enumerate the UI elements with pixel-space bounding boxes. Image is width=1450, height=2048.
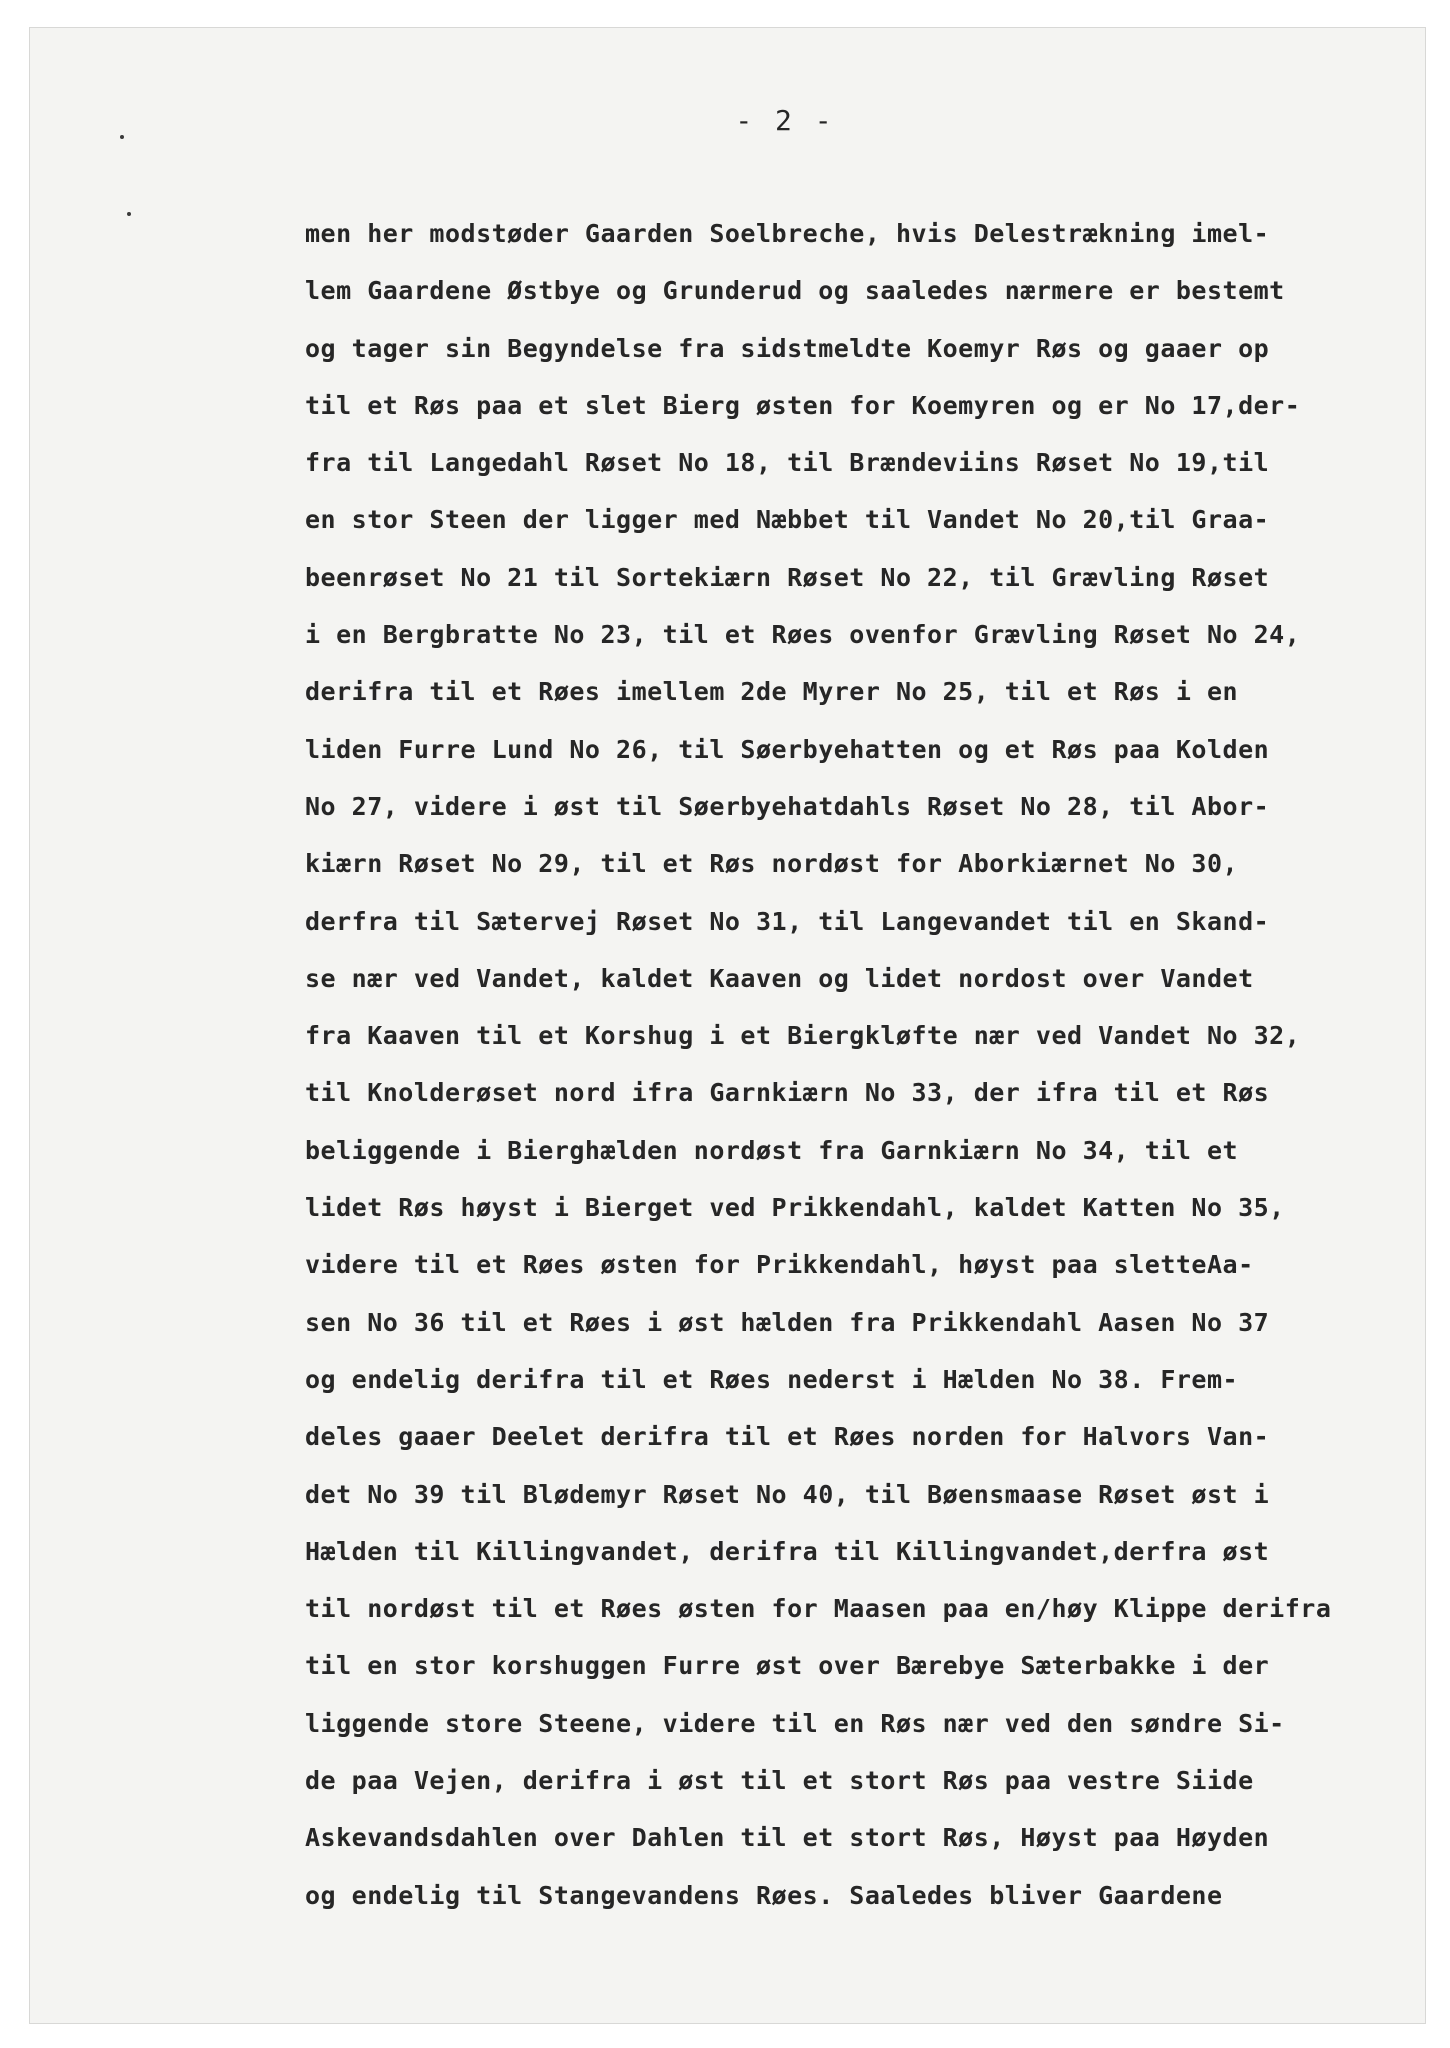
text-line: lidet Røs høyst i Bierget ved Prikkendahl, kaldet Katten No 35, xyxy=(305,1193,1285,1223)
text-line: fra til Langedahl Røset No 18, til Brændeviins Røset No 19,til xyxy=(305,448,1270,478)
text-line: beliggende i Bierghælden nordøst fra Garnkiærn No 34, til et xyxy=(305,1135,1239,1165)
text-line: og endelig til Stangevandens Røes. Saaledes bliver Gaardene xyxy=(305,1880,1223,1910)
margin-mark xyxy=(127,212,131,216)
text-line: i en Bergbratte No 23, til et Røes ovenfor Grævling Røset No 24, xyxy=(305,620,1301,650)
text-line: derfra til Sætervej Røset No 31, til Langevandet til en Skand- xyxy=(305,906,1270,936)
text-line: No 27, videre i øst til Søerbyehatdahls Røset No 28, til Abor- xyxy=(305,791,1270,821)
text-line: kiærn Røset No 29, til et Røs nordøst for Aborkiærnet No 30, xyxy=(305,849,1239,879)
text-line: Hælden til Killingvandet, derifra til Killingvandet,derfra øst xyxy=(305,1536,1270,1566)
text-line: deles gaaer Deelet derifra til et Røes norden for Halvors Van- xyxy=(305,1422,1270,1452)
text-line: til en stor korshuggen Furre øst over Bærebye Sæterbakke i der xyxy=(305,1651,1270,1681)
text-line: og tager sin Begyndelse fra sidstmeldte Koemyr Røs og gaaer op xyxy=(305,333,1270,363)
text-line: en stor Steen der ligger med Næbbet til Vandet No 20,til Graa- xyxy=(305,505,1270,535)
text-line: liden Furre Lund No 26, til Søerbyehatten og et Røs paa Kolden xyxy=(305,734,1270,764)
text-line: til et Røs paa et slet Bierg østen for Koemyren og er No 17,der- xyxy=(305,390,1301,420)
text-line: men her modstøder Gaarden Soelbreche, hvis Delestrækning imel- xyxy=(305,219,1270,248)
text-line: fra Kaaven til et Korshug i et Biergkløfte nær ved Vandet No 32, xyxy=(305,1021,1301,1051)
text-line: videre til et Røes østen for Prikkendahl, høyst paa sletteAa- xyxy=(305,1250,1254,1280)
text-line: de paa Vejen, derifra i øst til et stort Røs paa vestre Siide xyxy=(305,1766,1254,1796)
text-line: det No 39 til Blødemyr Røset No 40, til Bøensmaase Røset øst i xyxy=(305,1479,1270,1509)
page-number: - 2 - xyxy=(735,104,835,137)
text-line: sen No 36 til et Røes i øst hælden fra Prikkendahl Aasen No 37 xyxy=(305,1307,1270,1337)
body-text xyxy=(305,205,1405,1924)
text-line: til nordøst til et Røes østen for Maasen paa en/høy Klippe derifra xyxy=(305,1594,1332,1624)
text-line: Askevandsdahlen over Dahlen til et stort Røs, Høyst paa Høyden xyxy=(305,1823,1270,1853)
text-line: beenrøset No 21 til Sortekiærn Røset No 22, til Grævling Røset xyxy=(305,562,1270,592)
text-line: liggende store Steene, videre til en Røs nær ved den søndre Si- xyxy=(305,1708,1285,1738)
text-line: derifra til et Røes imellem 2de Myrer No 25, til et Røs i en xyxy=(305,677,1239,707)
text-line: se nær ved Vandet, kaldet Kaaven og lidet nordost over Vandet xyxy=(305,963,1254,993)
text-line: og endelig derifra til et Røes nederst i Hælden No 38. Frem- xyxy=(305,1364,1239,1394)
text-line: til Knolderøset nord ifra Garnkiærn No 33, der ifra til et Røs xyxy=(305,1078,1270,1108)
text-line: lem Gaardene Østbye og Grunderud og saaledes nærmere er bestemt xyxy=(305,276,1285,306)
